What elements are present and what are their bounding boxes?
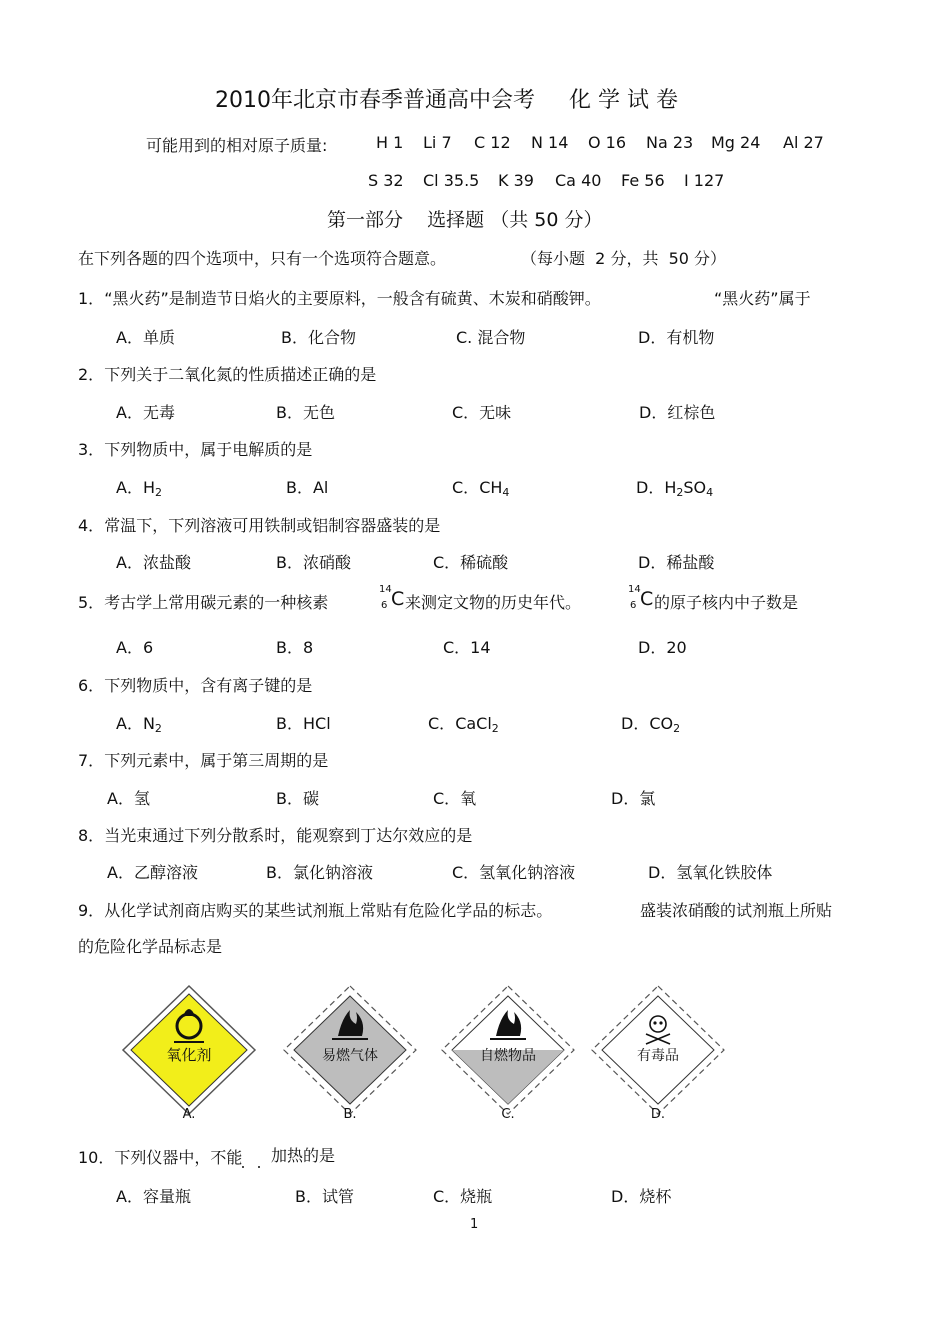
formula-subscript: 2 [491,722,499,735]
question-5 [78,590,328,613]
q3-option-a [116,475,162,499]
option-letter: C． [428,714,456,733]
oxidizer-sign [123,986,255,1122]
q7-option-a: A．氢 [107,789,150,808]
element-symbol: C [640,588,654,610]
emphasis-dot [242,1166,244,1168]
q10-option-c: C．烧瓶 [433,1187,493,1206]
question-number: 2． [78,365,105,384]
option-letter: B． [286,478,313,497]
mass-number: 14 [628,584,641,595]
question-text: 下列仪器中，不 [114,1148,227,1167]
section-instruction: 在下列各题的四个选项中，只有一个选项符合题意。 [78,249,447,268]
question-text: 下列元素中，属于第三周期的是 [104,751,329,770]
formula-part: H [142,478,155,497]
q7-option-d: D．氯 [611,789,656,808]
q1-option-d: D．有机物 [638,328,715,347]
question-10-stem-end: 加热的是 [271,1146,336,1165]
formula-part: H [664,478,677,497]
question-number: 8． [78,826,105,845]
atomic-mass-cl: Cl 35.5 [423,171,480,190]
question-9-stem-end: 盛装浓硝酸的试剂瓶上所贴 [640,901,833,920]
mass-number: 14 [379,584,392,595]
q8-option-c: C．氢氧化钠溶液 [452,863,576,882]
q1-option-b: B．化合物 [281,328,356,347]
atomic-number: 6 [381,600,388,611]
formula-part: CH [479,478,503,497]
q3-option-b [286,475,328,498]
atomic-mass-c: C 12 [474,133,511,152]
formula-part: Al [312,478,329,497]
atomic-mass-na: Na 23 [646,133,694,152]
q5-option-a: A．6 [116,638,154,657]
q2-option-c: C．无味 [452,403,512,422]
q10-option-a: A．容量瓶 [116,1187,191,1206]
formula-subscript: 4 [502,486,510,499]
emphasis-dot [258,1166,260,1168]
q2-option-d: D．红棕色 [639,403,716,422]
sign-label: 自燃物品 [480,1048,536,1064]
q7-option-c: C．氧 [433,789,477,808]
q4-option-d: D．稀盐酸 [638,553,715,572]
option-letter: B． [276,714,303,733]
sign-letter: D. [650,1107,666,1122]
option-letter: C． [452,478,480,497]
sign-label: 易燃气体 [322,1048,378,1064]
sign-letter: B. [343,1107,357,1122]
q6-option-a [116,711,162,735]
option-letter: A． [116,714,143,733]
atomic-mass-al: Al 27 [783,133,824,152]
question-number: 7． [78,751,105,770]
q5-option-c: C．14 [443,638,491,657]
formula-subscript: 2 [154,722,162,735]
question-number: 10． [78,1148,115,1167]
question-number: 9． [78,901,105,920]
formula-subscript: 2 [673,722,681,735]
q1-option-a: A．单质 [116,328,175,347]
question-text: 的原子核内中子数是 [654,593,799,612]
exam-title-main: 2010年北京市春季普通高中会考 [215,88,535,113]
atomic-mass-li: Li 7 [423,133,452,152]
q6-option-b [276,711,331,734]
question-text: 下列物质中，含有离子键的是 [104,676,313,695]
atomic-mass-fe: Fe 56 [621,171,665,190]
q6-option-c [428,711,499,735]
flammable-gas-sign [284,986,416,1122]
question-text-emphasis: 能 [226,1148,243,1167]
q10-option-d: D．烧杯 [611,1187,672,1206]
q2-option-b: B．无色 [276,403,335,422]
question-text: “黑火药”是制造节日焰火的主要原料，一般含有硫黄、木炭和硝酸钾。 [104,289,601,308]
question-text: 当光束通过下列分散系时，能观察到丁达尔效应的是 [104,826,473,845]
q2-option-a: A．无毒 [116,403,175,422]
atomic-mass-h: H 1 [376,133,404,152]
q4-option-a: A．浓盐酸 [116,553,191,572]
q5-option-b: B．8 [276,638,314,657]
question-1-stem-end: “黑火药”属于 [714,289,811,308]
sign-letter: C. [501,1107,515,1122]
sign-label: 有毒品 [637,1048,679,1064]
q8-option-a: A．乙醇溶液 [107,863,198,882]
q5-option-d: D．20 [638,638,687,657]
question-2 [78,362,376,385]
question-number: 5． [78,593,105,612]
question-7 [78,748,328,771]
sign-label: 氧化剂 [166,1046,212,1064]
q3-option-d [636,475,713,499]
sign-letter: A. [182,1107,196,1122]
nuclide-notation-1 [379,584,582,614]
question-6 [78,673,312,696]
atomic-mass-k: K 39 [498,171,534,190]
atomic-mass-mg: Mg 24 [711,133,761,152]
section-title: 第一部分 选择题 （共 50 分） [327,209,603,231]
exam-title [215,83,678,114]
formula-part: CaCl [455,714,492,733]
formula-subscript: 2 [154,486,162,499]
option-letter: D． [636,478,665,497]
question-number: 6． [78,676,105,695]
formula-subscript: 4 [706,486,714,499]
option-letter: A． [116,478,143,497]
question-text: 下列物质中，属于电解质的是 [104,440,313,459]
atomic-mass-ca: Ca 40 [555,171,602,190]
question-text: 从化学试剂商店购买的某些试剂瓶上常贴有危险化学品的标志。 [104,901,553,920]
exam-title-subject: 化 学 试 卷 [569,88,678,113]
question-number: 3． [78,440,105,459]
question-1 [78,286,601,309]
atomic-mass-label: 可能用到的相对原子质量: [146,136,328,155]
question-text: 常温下，下列溶液可用铁制或铝制容器盛装的是 [104,516,441,535]
atomic-number: 6 [630,600,637,611]
formula-part: N [142,714,155,733]
question-text: 下列关于二氧化氮的性质描述正确的是 [104,365,377,384]
question-4 [78,513,440,536]
hazard-signs [110,978,740,1123]
q6-option-d [621,711,680,735]
formula-part: HCl [302,714,331,733]
question-10 [78,1145,242,1168]
question-number: 1． [78,289,105,308]
question-text: 来测定文物的历史年代。 [405,593,582,612]
formula-part: SO [683,478,707,497]
atomic-mass-n: N 14 [531,133,569,152]
question-number: 4． [78,516,105,535]
formula-subscript: 2 [676,486,684,499]
page-number: 1 [470,1217,479,1232]
section-scoring: （每小题 2 分，共 50 分） [521,249,727,268]
q8-option-b: B．氯化钠溶液 [266,863,373,882]
q10-option-b: B．试管 [295,1187,354,1206]
atomic-mass-o: O 16 [588,133,627,152]
q1-option-c: C. 混合物 [456,328,526,347]
atomic-mass-i: I 127 [684,171,725,190]
question-8 [78,823,472,846]
q4-option-b: B．浓硝酸 [276,553,351,572]
question-3 [78,437,312,460]
option-letter: D． [621,714,650,733]
question-text: 考古学上常用碳元素的一种核素 [104,593,329,612]
formula-part: CO [649,714,674,733]
q7-option-b: B．碳 [276,789,319,808]
q3-option-c [452,475,509,499]
spontaneously-combustible-sign [442,986,574,1122]
q8-option-d: D．氢氧化铁胶体 [648,863,773,882]
atomic-mass-s: S 32 [368,171,404,190]
question-9-stem-line2: 的危险化学品标志是 [78,937,223,956]
toxic-sign [592,986,724,1122]
element-symbol: C [391,588,405,610]
q4-option-c: C．稀硫酸 [433,553,509,572]
nuclide-notation-2 [628,584,799,614]
question-9 [78,898,552,921]
